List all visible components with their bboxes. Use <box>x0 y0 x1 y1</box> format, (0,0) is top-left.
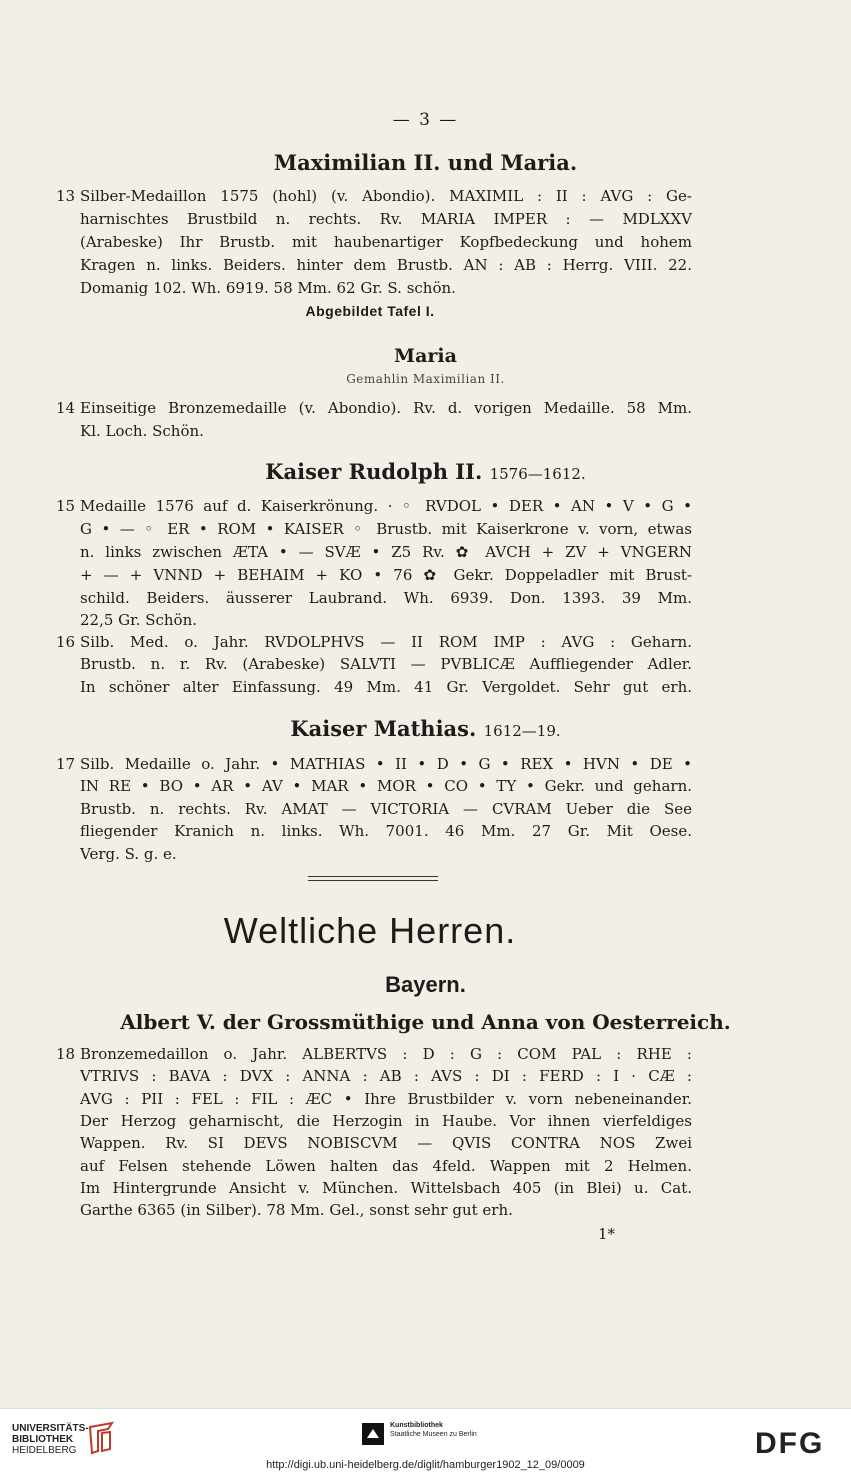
ub-line1: UNIVERSITÄTS- <box>12 1423 89 1434</box>
section-title-maria: Maria <box>394 345 457 367</box>
ub-heidelberg-text <box>12 1423 89 1456</box>
section-title-mathias-name: Kaiser Mathias. <box>290 716 477 741</box>
kb-line2: Staatliche Museen zu Berlin <box>390 1431 477 1438</box>
kunstbibliothek-text <box>390 1421 477 1439</box>
section-title-rudolph <box>0 459 851 484</box>
entry-number: 15 <box>56 497 76 515</box>
illustration-note: Abgebildet Tafel I. <box>305 303 435 319</box>
entry-line: n. links zwischen ÆTA • — SVÆ • Z5 Rv. ✿ AVCH + ZV + VNGERN <box>80 543 692 561</box>
kunstbibliothek-logo-icon <box>362 1423 384 1445</box>
entry-line: Silb. Med. o. Jahr. RVDOLPHVS — II ROM IMP : AVG : Geharn. <box>80 633 692 651</box>
entry-line: harnischtes Brustbild n. rechts. Rv. MARIA IMPER : — MDLXXV <box>80 210 692 228</box>
entry-line: fliegender Kranich n. links. Wh. 7001. 46 Mm. 27 Gr. Mit Oese. <box>80 822 692 840</box>
section-title-albert: Albert V. der Grossmüthige und Anna von Oesterreich. <box>120 1010 731 1034</box>
permalink-url[interactable]: http://digi.ub.uni-heidelberg.de/diglit/hamburger1902_12_09/0009 <box>266 1459 585 1471</box>
entry-line: Bronzemedaillon o. Jahr. ALBERTVS : D : G : COM PAL : RHE : <box>80 1045 692 1063</box>
entry-line: Medaille 1576 auf d. Kaiserkrönung. · ◦ RVDOL • DER • AN • V • G • <box>80 497 692 515</box>
entry-number: 16 <box>56 633 76 651</box>
entry-line: Kl. Loch. Schön. <box>80 422 204 440</box>
entry-number: 18 <box>56 1045 76 1063</box>
section-title-maximilian: Maximilian II. und Maria. <box>273 150 578 175</box>
entry-line: auf Felsen stehende Löwen halten das 4feld. Wappen mit 2 Helmen. <box>80 1157 692 1175</box>
section-years-mathias: 1612—19. <box>483 722 561 740</box>
viewer-footer <box>0 1408 851 1472</box>
ub-line3: HEIDELBERG <box>12 1445 77 1456</box>
section-subtitle-maria: Gemahlin Maximilian II. <box>346 372 505 386</box>
section-title-mathias <box>0 716 851 741</box>
entry-line: Silb. Medaille o. Jahr. • MATHIAS • II • D • G • REX • HVN • DE • <box>80 755 692 773</box>
entry-number: 13 <box>56 187 76 205</box>
section-title-weltliche: Weltliche Herren. <box>223 910 517 951</box>
signature-mark: 1* <box>598 1225 616 1243</box>
dfg-logo: DFG <box>755 1427 825 1460</box>
entry-line: Silber-Medaillon 1575 (hohl) (v. Abondio). MAXIMIL : II : AVG : Ge- <box>80 187 692 205</box>
ub-line2: BIBLIOTHEK <box>12 1434 74 1445</box>
section-years-rudolph: 1576—1612. <box>489 465 586 483</box>
entry-line: G • — ◦ ER • ROM • KAISER ◦ Brustb. mit Kaiserkrone v. vorn, etwas <box>80 520 692 538</box>
section-title-bayern: Bayern. <box>385 972 466 997</box>
ub-heidelberg-logo-icon <box>86 1421 116 1455</box>
entry-line: Einseitige Bronzemedaille (v. Abondio). Rv. d. vorigen Medaille. 58 Mm. <box>80 399 692 417</box>
entry-line: Brustb. n. r. Rv. (Arabeske) SALVTI — PVBLICÆ Auffliegender Adler. <box>80 655 692 673</box>
entry-number: 14 <box>56 399 76 417</box>
entry-line: IN RE • BO • AR • AV • MAR • MOR • CO • TY • Gekr. und geharn. <box>80 777 692 795</box>
entry-line: AVG : PII : FEL : FIL : ÆC • Ihre Brustbilder v. vorn nebeneinander. <box>80 1090 692 1108</box>
entry-line: Der Herzog geharnischt, die Herzogin in Haube. Vor ihnen vierfeldiges <box>80 1112 692 1130</box>
entry-line: Brustb. n. rechts. Rv. AMAT — VICTORIA — CVRAM Ueber die See <box>80 800 692 818</box>
entry-line: Kragen n. links. Beiders. hinter dem Brustb. AN : AB : Herrg. VIII. 22. <box>80 256 692 274</box>
entry-line: Wappen. Rv. SI DEVS NOBISCVM — QVIS CONTRA NOS Zwei <box>80 1134 692 1152</box>
entry-line: schild. Beiders. äusserer Laubrand. Wh. 6939. Don. 1393. 39 Mm. <box>80 589 692 607</box>
section-title-rudolph-name: Kaiser Rudolph II. <box>265 459 483 484</box>
entry-line: VTRIVS : BAVA : DVX : ANNA : AB : AVS : DI : FERD : I · CÆ : <box>80 1067 692 1085</box>
entry-line: In schöner alter Einfassung. 49 Mm. 41 Gr. Vergoldet. Sehr gut erh. <box>80 678 692 696</box>
entry-line: Domanig 102. Wh. 6919. 58 Mm. 62 Gr. S. schön. <box>80 279 456 297</box>
entry-line: Im Hintergrunde Ansicht v. München. Wittelsbach 405 (in Blei) u. Cat. <box>80 1179 692 1197</box>
section-divider <box>308 880 438 881</box>
entry-line: (Arabeske) Ihr Brustb. mit haubenartiger Kopfbedeckung und hohem <box>80 233 692 251</box>
page-number: — 3 — <box>392 110 459 130</box>
entry-line: 22,5 Gr. Schön. <box>80 611 198 629</box>
entry-line: Verg. S. g. e. <box>80 845 177 863</box>
kb-line1: Kunstbibliothek <box>390 1422 443 1429</box>
entry-line: + — + VNND + BEHAIM + KO • 76 ✿ Gekr. Doppeladler mit Brust- <box>80 566 692 584</box>
entry-line: Garthe 6365 (in Silber). 78 Mm. Gel., sonst sehr gut erh. <box>80 1201 513 1219</box>
section-divider <box>308 876 438 877</box>
entry-number: 17 <box>56 755 76 773</box>
